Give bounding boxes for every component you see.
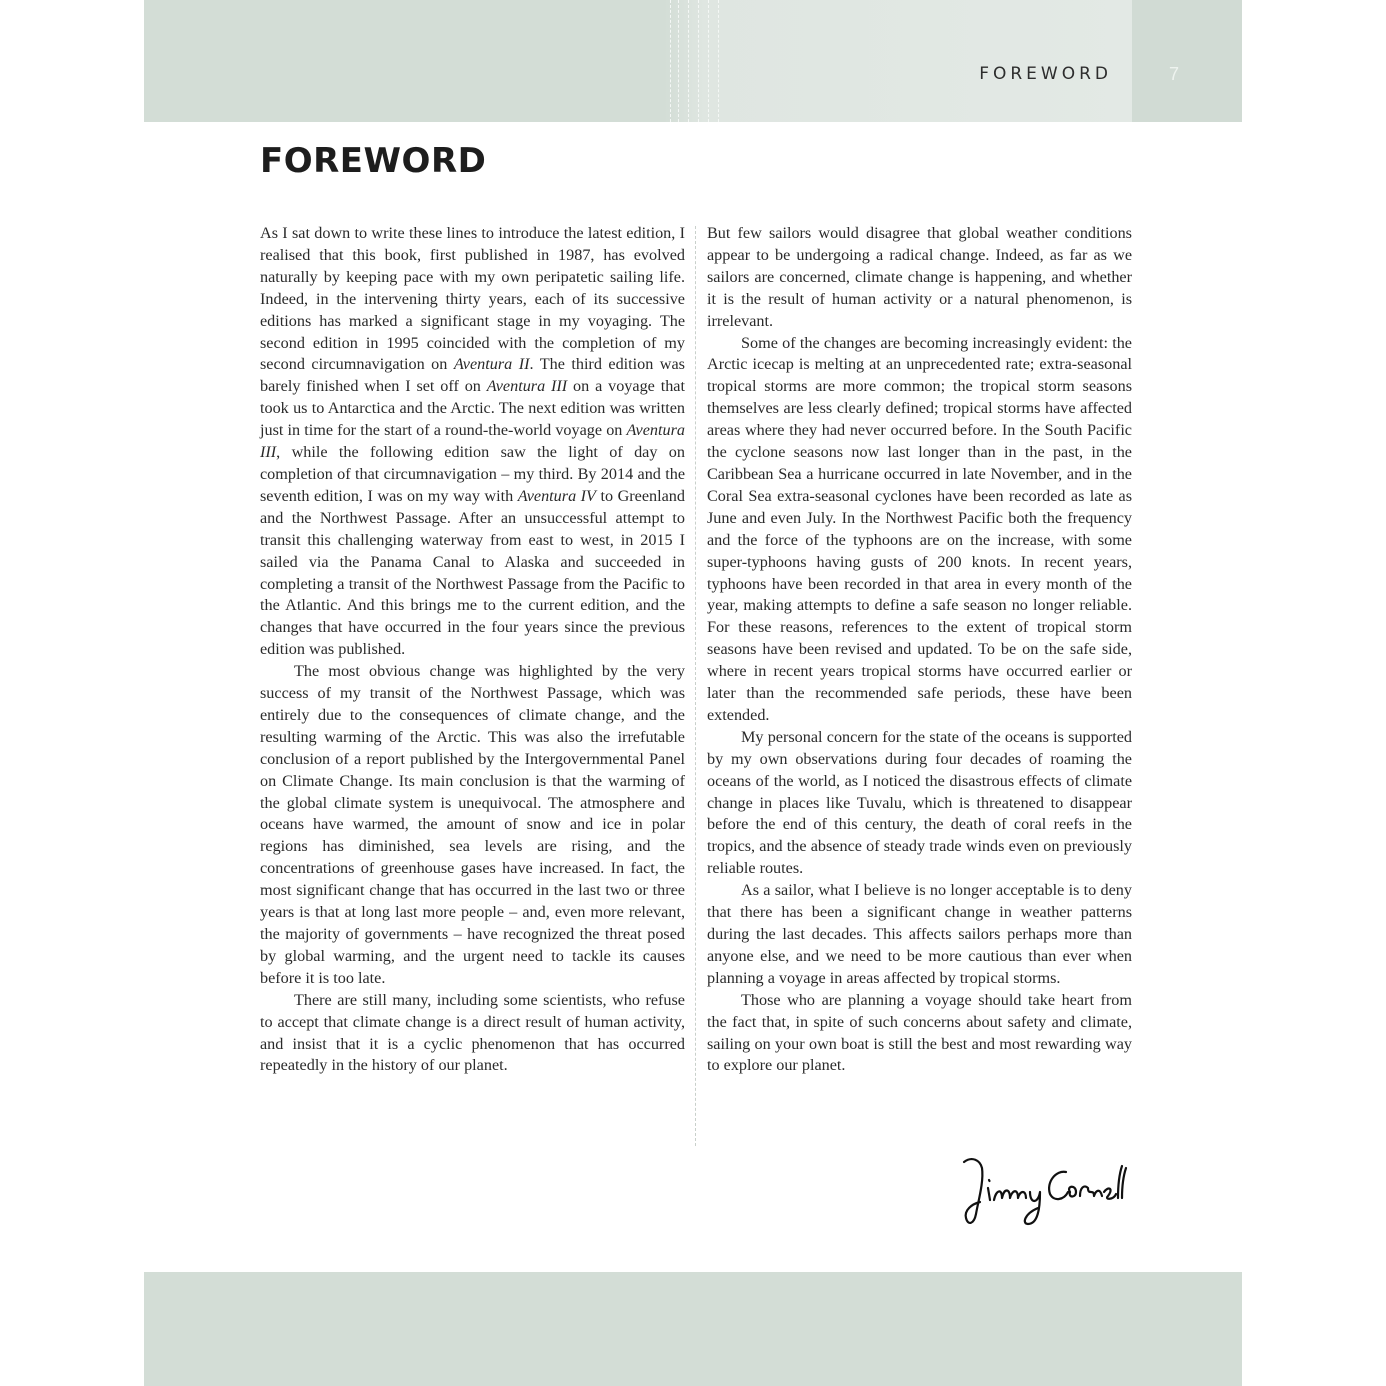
paragraph: My personal concern for the state of the oceans is supported by my own observations during four decades of roaming the oceans of the world, as I noticed the disastrous effects of climate change in places like Tuvalu, which is threatened to disappear before the end of this century, the death of coral reefs in the tropics, and the absence of steady trade winds even on previously reliable routes. <box>707 727 1132 878</box>
column-divider <box>695 226 696 1146</box>
running-head: FOREWORD <box>979 64 1112 84</box>
text-column-left <box>260 223 685 1077</box>
header-decorative-stripes <box>664 0 724 122</box>
page-number: 7 <box>1168 64 1179 84</box>
footer-band <box>144 1272 1242 1386</box>
header-band <box>144 0 1242 122</box>
page-title: FOREWORD <box>260 141 487 181</box>
boat-name: Aventura II <box>453 355 530 374</box>
page <box>144 0 1242 1386</box>
paragraph: As I sat down to write these lines to introduce the latest edition, I realised that this book, first published in 1987, has evolved naturally by keeping pace with my own peripatetic sailing life. Indeed, in the intervening thirty years, each of its successive editions has marked a significant stage in my voyaging. The second edition in 1995 coincided with the completion of my second circumnavigation on Aventura II. The third edition was barely finished when I set off on Aventura III on a voyage that took us to Antarctica and the Arctic. The next edition was written just in time for the start of a round-the-world voyage on Aventura III, while the following edition saw the light of day on completion of that circumnavigation – my third. By 2014 and the seventh edition, I was on my way with Aventura IV to Greenland and the Northwest Passage. After an unsuccessful attempt to transit this challenging waterway from east to west, in 2015 I sailed via the Panama Canal to Alaska and succeeded in completing a transit of the Northwest Passage from the Pacific to the Atlantic. And this brings me to the current edition, and the changes that have occurred in the four years since the previous edition was published. <box>260 224 685 659</box>
paragraph: There are still many, including some scientists, who refuse to accept that climate change is a direct result of human activity, and insist that it is a cyclic phenomenon that has occurred repeatedly in the history of our planet. <box>260 990 685 1075</box>
paragraph: But few sailors would disagree that global weather conditions appear to be undergoing a radical change. Indeed, as far as we sailors are concerned, climate change is happening, and whether it is the result of human activity or a natural phenomenon, is irrelevant. <box>707 224 1132 330</box>
boat-name: Aventura III <box>260 421 685 462</box>
paragraph: Those who are planning a voyage should take heart from the fact that, in spite of such concerns about safety and climate, sailing on your own boat is still the best and most rewarding way to explore our planet. <box>707 990 1132 1075</box>
boat-name: Aventura IV <box>517 486 596 505</box>
signature <box>958 1152 1128 1232</box>
page-number-box <box>1132 0 1242 122</box>
paragraph: Some of the changes are becoming increasingly evident: the Arctic icecap is melting at an unprecedented rate; extra-seasonal tropical storms are more common; the tropical storm seasons themselves are less clearly defined; tropical storms have affected areas where they had never occurred before. In the South Pacific the cyclone seasons now last longer than in the past, in the Caribbean Sea a hurricane occurred in late November, and in the Coral Sea extra-seasonal cyclones have been recorded as late as June and even July. In the Northwest Pacific both the frequency and the force of the typhoons are on the increase, with some super-typhoons having gusts of 200 knots. In recent years, typhoons have been recorded in that area in every month of the year, making attempts to define a safe season no longer reliable. For these reasons, references to the extent of tropical storm seasons have been revised and updated. To be on the safe side, where in recent years tropical storms have occurred earlier or later than the recommended safe periods, these have been extended. <box>707 333 1132 724</box>
text-column-right <box>707 223 1132 1077</box>
paragraph: As a sailor, what I believe is no longer acceptable is to deny that there has been a significant change in weather patterns during the last decades. This affects sailors perhaps more than anyone else, and we need to be more cautious than ever when planning a voyage in areas affected by tropical storms. <box>707 881 1132 987</box>
boat-name: Aventura III <box>486 377 568 396</box>
paragraph: The most obvious change was highlighted by the very success of my transit of the Northwest Passage, which was entirely due to the consequences of climate change, and the resulting warming of the Arctic. This was also the irrefutable conclusion of a report published by the Intergovernmental Panel on Climate Change. Its main conclusion is that the warming of the global climate system is unequivocal. The atmosphere and oceans have warmed, the amount of snow and ice in polar regions has diminished, sea levels are rising, and the concentrations of greenhouse gases have increased. In fact, the most significant change that has occurred in the last two or three years is that at long last more people – and, even more relevant, the majority of governments – have recognized the threat posed by global warming, and the urgent need to tackle its causes before it is too late. <box>260 662 685 987</box>
